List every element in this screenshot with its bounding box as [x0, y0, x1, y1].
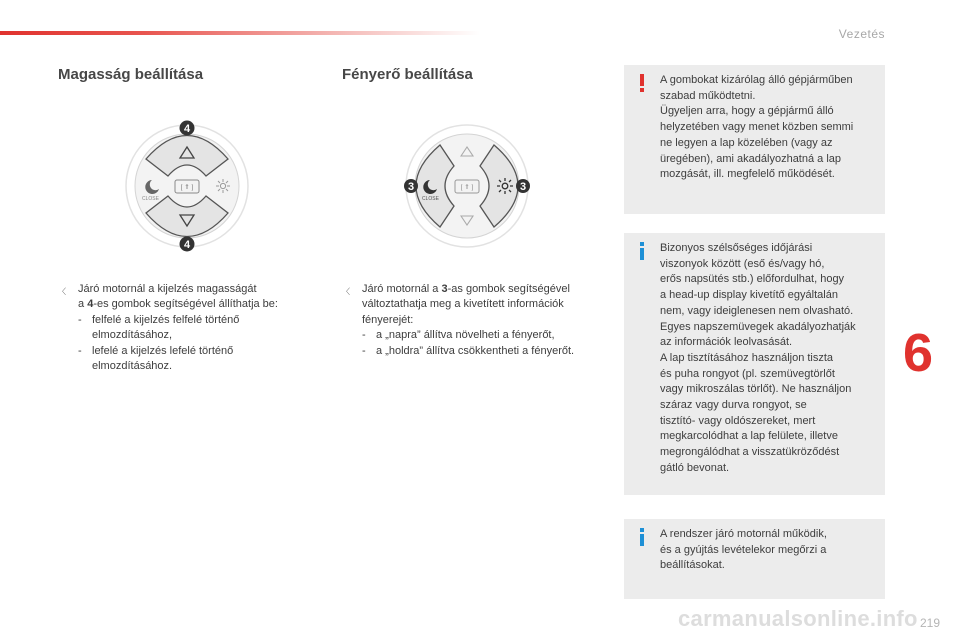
- warning-note: A gombokat kizárólag álló gépjárműben szabad működtetni. Ügyeljen arra, hogy a gépjármű álló helyzetében vagy menet közben semmi ne legyen a lap közelében (vagy az üregében), ami akadályozhatná a lap mozgását, ill. megfelelő működését.: [624, 65, 885, 214]
- info-note-memory: A rendszer járó motornál működik, és a gyújtás levételekor megőrzi a beállításokat.: [624, 519, 885, 599]
- callout-3-left: 3: [407, 181, 415, 193]
- info-icon: [632, 527, 652, 547]
- callout-3-right: 3: [519, 181, 527, 193]
- height-adjust-heading: Magasság beállítása: [58, 66, 204, 83]
- height-instructions: 〈 Járó motornál a kijelzés magasságát a 4-es gombok segítségével állíthatja be: - felfelé a kijelzés felfelé történő elmozdításához, - lefelé a kijelzés lefelé történő elmozdításához.: [58, 282, 320, 374]
- dash-item: - lefelé a kijelzés lefelé történő: [78, 344, 234, 357]
- page-number: 219: [919, 616, 940, 630]
- section-title: Vezetés: [838, 27, 885, 41]
- display-icon: [ ⇑ ]: [460, 184, 474, 191]
- close-label: CLOSE: [142, 196, 159, 202]
- callout-4-top: 4: [183, 123, 191, 135]
- brightness-control-diagram: [404, 118, 530, 254]
- display-icon: [ ⇑ ]: [180, 184, 194, 191]
- watermark: carmanualsonline.info: [678, 606, 918, 631]
- info-icon: [632, 241, 652, 261]
- header-accent-bar: [0, 31, 480, 35]
- info-note-display: Bizonyos szélsőséges időjárási viszonyok között (eső és/vagy hó, erős napsütés stb.) előfordulhat, hogy a head-up display kivetítő egyáltalán nem, vagy ideiglenesen nem olvasható. Egyes napszemüvegek akadályozhatják az információk leolvasását. A lap tisztításához használjon tiszta és puha rongyot (pl. szemüvegtörlőt vagy mikroszálas törlőt). Ne használjon száraz vagy durva rongyot, se tisztító- vagy oldószereket, mert megkarcolódhat a lap felülete, illetve megrongálódhat a visszatükröződést gátló bevonat.: [624, 233, 885, 495]
- bullet-item: 〈 Járó motornál a 3-as gombok segítségével változtathatja meg a kivetített információk fényerejét:: [342, 283, 570, 326]
- exclamation-icon: [632, 73, 652, 93]
- close-label: CLOSE: [422, 196, 439, 202]
- chapter-number: 6: [903, 323, 934, 383]
- dash-item: - a „holdra” állítva csökkentheti a fényerőt.: [362, 344, 575, 357]
- callout-4-bottom: 4: [183, 239, 191, 251]
- dash-item: - felfelé a kijelzés felfelé történő: [78, 313, 240, 326]
- bullet-item: 〈 Járó motornál a kijelzés magasságát a 4-es gombok segítségével állíthatja be:: [58, 283, 278, 311]
- brightness-instructions: [342, 282, 614, 359]
- brightness-adjust-heading: Fényerő beállítása: [342, 66, 473, 83]
- dash-item: - a „napra” állítva növelheti a fényerőt,: [362, 329, 555, 342]
- height-control-diagram: [124, 118, 250, 254]
